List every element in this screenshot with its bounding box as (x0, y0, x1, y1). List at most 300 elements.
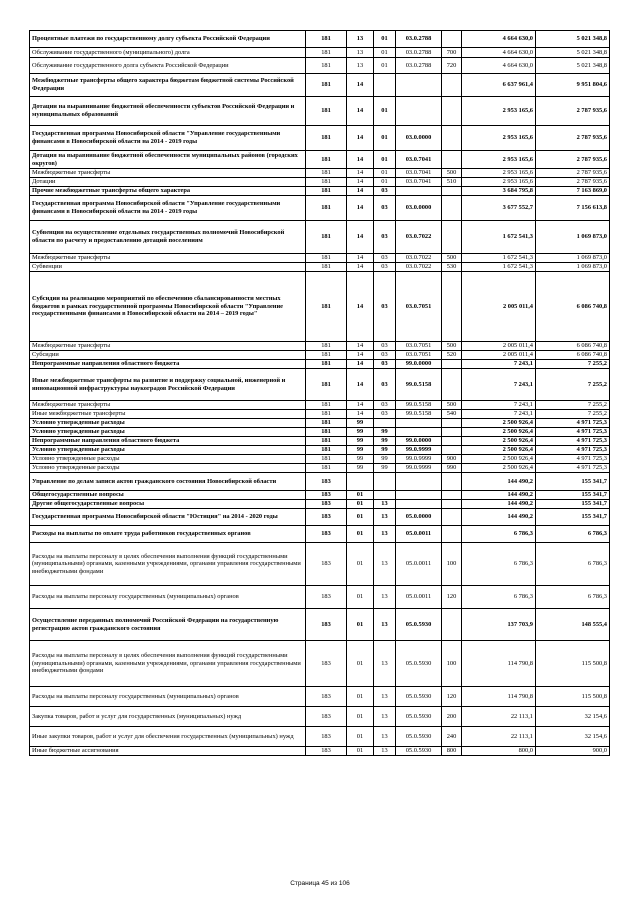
cell-subsection (374, 419, 396, 428)
cell-grbs: 181 (306, 419, 347, 428)
cell-name: Условно утвержденные расходы (30, 455, 306, 464)
cell-expense-type (442, 500, 462, 509)
cell-section: 14 (347, 272, 374, 342)
cell-expense-type (442, 419, 462, 428)
cell-target-article: 03.0.7051 (396, 272, 442, 342)
cell-expense-type (442, 473, 462, 491)
cell-subsection: 03 (374, 196, 396, 221)
cell-name: Государственная программа Новосибирской области "Управление государственными финансами в Новосибирской области на 2014 - 2019 годы (30, 126, 306, 151)
cell-section: 14 (347, 169, 374, 178)
cell-name: Обслуживание государственного долга субъекта Российской Федерации (30, 58, 306, 74)
cell-sum-year1: 144 490,2 (462, 473, 536, 491)
cell-name: Государственная программа Новосибирской области "Юстиция" на 2014 - 2020 годы (30, 509, 306, 526)
cell-sum-year1: 2 500 926,4 (462, 428, 536, 437)
cell-grbs: 183 (306, 586, 347, 609)
cell-subsection: 01 (374, 31, 396, 48)
cell-grbs: 181 (306, 360, 347, 369)
table-row (30, 500, 610, 509)
table-row (30, 74, 610, 97)
cell-section: 14 (347, 74, 374, 97)
cell-section: 14 (347, 401, 374, 410)
cell-subsection: 13 (374, 707, 396, 727)
cell-expense-type (442, 31, 462, 48)
cell-subsection (374, 473, 396, 491)
table-row (30, 178, 610, 187)
cell-target-article (396, 491, 442, 500)
cell-grbs: 183 (306, 543, 347, 586)
cell-expense-type: 200 (442, 707, 462, 727)
cell-subsection: 03 (374, 401, 396, 410)
cell-target-article: 99.0.0000 (396, 360, 442, 369)
cell-section: 01 (347, 641, 374, 687)
cell-sum-year2: 32 154,6 (536, 727, 610, 747)
cell-expense-type (442, 196, 462, 221)
cell-sum-year1: 144 490,2 (462, 509, 536, 526)
cell-expense-type (442, 428, 462, 437)
cell-subsection: 03 (374, 272, 396, 342)
cell-grbs: 181 (306, 178, 347, 187)
cell-section: 13 (347, 58, 374, 74)
table-row (30, 473, 610, 491)
cell-grbs: 181 (306, 437, 347, 446)
cell-subsection: 03 (374, 360, 396, 369)
cell-name: Условно утвержденные расходы (30, 428, 306, 437)
cell-sum-year2: 6 086 740,8 (536, 342, 610, 351)
cell-expense-type: 990 (442, 464, 462, 473)
cell-target-article: 03.0.0000 (396, 126, 442, 151)
cell-target-article: 05.0.5930 (396, 747, 442, 756)
cell-sum-year2: 9 951 804,6 (536, 74, 610, 97)
cell-name: Управление по делам записи актов гражданского состояния Новосибирской области (30, 473, 306, 491)
cell-sum-year1: 2 005 011,4 (462, 351, 536, 360)
cell-name: Осуществление переданных полномочий Российской Федерации на государственную регистрацию актов гражданского состояния (30, 609, 306, 641)
cell-subsection (374, 74, 396, 97)
cell-grbs: 181 (306, 369, 347, 401)
cell-grbs: 181 (306, 126, 347, 151)
cell-name: Межбюджетные трансферты общего характера бюджетам бюджетной системы Российской Федерации (30, 74, 306, 97)
cell-expense-type: 540 (442, 410, 462, 419)
cell-target-article: 99.0.9999 (396, 446, 442, 455)
cell-sum-year2: 5 021 348,8 (536, 58, 610, 74)
cell-sum-year1: 114 790,8 (462, 687, 536, 707)
cell-target-article: 03.0.7041 (396, 178, 442, 187)
table-row (30, 263, 610, 272)
cell-expense-type: 520 (442, 351, 462, 360)
cell-name: Закупка товаров, работ и услуг для государственных (муниципальных) нужд (30, 707, 306, 727)
cell-sum-year1: 22 113,1 (462, 727, 536, 747)
cell-section: 01 (347, 526, 374, 543)
cell-sum-year2: 5 021 348,8 (536, 31, 610, 48)
cell-section: 01 (347, 609, 374, 641)
cell-section: 14 (347, 97, 374, 126)
cell-grbs: 181 (306, 455, 347, 464)
cell-expense-type: 100 (442, 641, 462, 687)
cell-sum-year1: 6 786,3 (462, 586, 536, 609)
cell-expense-type: 720 (442, 58, 462, 74)
cell-expense-type: 240 (442, 727, 462, 747)
cell-section: 14 (347, 351, 374, 360)
cell-subsection: 03 (374, 187, 396, 196)
cell-sum-year2: 2 787 935,6 (536, 151, 610, 169)
cell-grbs: 183 (306, 509, 347, 526)
table-row (30, 342, 610, 351)
table-row (30, 428, 610, 437)
cell-sum-year2: 32 154,6 (536, 707, 610, 727)
cell-section: 99 (347, 455, 374, 464)
cell-section: 99 (347, 446, 374, 455)
cell-expense-type (442, 526, 462, 543)
cell-sum-year2: 7 156 613,8 (536, 196, 610, 221)
cell-name: Процентные платежи по государственному долгу субъекта Российской Федерации (30, 31, 306, 48)
cell-name: Дотации (30, 178, 306, 187)
cell-grbs: 183 (306, 609, 347, 641)
cell-grbs: 183 (306, 727, 347, 747)
cell-grbs: 181 (306, 428, 347, 437)
cell-sum-year2: 7 255,2 (536, 401, 610, 410)
table-row (30, 437, 610, 446)
cell-sum-year1: 7 243,1 (462, 369, 536, 401)
cell-subsection: 01 (374, 178, 396, 187)
cell-sum-year2: 4 971 725,3 (536, 419, 610, 428)
cell-sum-year2: 5 021 348,8 (536, 48, 610, 58)
cell-subsection: 13 (374, 500, 396, 509)
cell-sum-year1: 2 953 165,6 (462, 169, 536, 178)
cell-target-article: 05.0.0011 (396, 543, 442, 586)
cell-expense-type (442, 74, 462, 97)
cell-subsection: 03 (374, 221, 396, 254)
cell-sum-year1: 2 953 165,6 (462, 126, 536, 151)
cell-sum-year2: 4 971 725,3 (536, 437, 610, 446)
cell-sum-year2: 6 086 740,8 (536, 351, 610, 360)
cell-subsection: 13 (374, 586, 396, 609)
cell-sum-year1: 2 005 011,4 (462, 342, 536, 351)
cell-sum-year1: 800,0 (462, 747, 536, 756)
cell-name: Иные межбюджетные трансферты на развитие и поддержку социальной, инженерной и инновационной инфраструктуры наукоградов Российской Федерации (30, 369, 306, 401)
cell-expense-type (442, 272, 462, 342)
cell-section: 14 (347, 187, 374, 196)
table-row (30, 126, 610, 151)
cell-target-article: 05.0.0011 (396, 586, 442, 609)
table-row (30, 187, 610, 196)
cell-section: 99 (347, 464, 374, 473)
cell-section: 01 (347, 586, 374, 609)
cell-target-article: 99.0.0000 (396, 437, 442, 446)
cell-name: Расходы на выплаты персоналу в целях обеспечения выполнения функций государственными (муниципальными) органами, казенными учреждениями, органами управления государственными внебюджетными фондами (30, 641, 306, 687)
cell-name: Субвенции на осуществление отдельных государственных полномочий Новосибирской области по расчету и предоставлению дотаций поселениям (30, 221, 306, 254)
cell-sum-year1: 1 672 541,3 (462, 263, 536, 272)
cell-target-article: 03.0.2788 (396, 31, 442, 48)
cell-target-article: 05.0.5930 (396, 687, 442, 707)
table-row (30, 48, 610, 58)
table-row (30, 609, 610, 641)
cell-target-article: 05.0.0011 (396, 526, 442, 543)
cell-sum-year2: 4 971 725,3 (536, 464, 610, 473)
cell-sum-year2: 1 069 873,0 (536, 263, 610, 272)
cell-sum-year2: 148 555,4 (536, 609, 610, 641)
cell-name: Непрограммные направления областного бюджета (30, 360, 306, 369)
cell-section: 13 (347, 31, 374, 48)
cell-name: Субсидии на реализацию мероприятий по обеспечению сбалансированности местных бюджетов в рамках государственной программы Новосибирской области "Управление государственными финансами в Новосибирской области на 2014 – 2019 годы" (30, 272, 306, 342)
cell-subsection: 03 (374, 369, 396, 401)
cell-sum-year1: 2 500 926,4 (462, 464, 536, 473)
cell-name: Непрограммные направления областного бюджета (30, 437, 306, 446)
cell-sum-year2: 7 255,2 (536, 369, 610, 401)
cell-name: Иные бюджетные ассигнования (30, 747, 306, 756)
cell-grbs: 181 (306, 464, 347, 473)
cell-grbs: 181 (306, 272, 347, 342)
cell-sum-year1: 7 243,1 (462, 410, 536, 419)
cell-target-article: 99.0.9999 (396, 455, 442, 464)
cell-subsection (374, 491, 396, 500)
cell-name: Обслуживание государственного (муниципального) долга (30, 48, 306, 58)
cell-sum-year1: 7 243,1 (462, 401, 536, 410)
cell-section: 14 (347, 254, 374, 263)
table-row (30, 31, 610, 48)
cell-name: Субсидии (30, 351, 306, 360)
cell-sum-year1: 2 500 926,4 (462, 455, 536, 464)
cell-grbs: 181 (306, 169, 347, 178)
table-row (30, 97, 610, 126)
cell-section: 14 (347, 196, 374, 221)
cell-sum-year2: 4 971 725,3 (536, 455, 610, 464)
cell-expense-type (442, 369, 462, 401)
cell-sum-year1: 1 672 541,3 (462, 254, 536, 263)
cell-sum-year1: 144 490,2 (462, 491, 536, 500)
cell-subsection: 99 (374, 437, 396, 446)
cell-expense-type (442, 187, 462, 196)
cell-sum-year1: 1 672 541,3 (462, 221, 536, 254)
cell-name: Межбюджетные трансферты (30, 401, 306, 410)
table-row (30, 169, 610, 178)
cell-sum-year1: 4 664 630,0 (462, 48, 536, 58)
table-row (30, 526, 610, 543)
cell-name: Государственная программа Новосибирской области "Управление государственными финансами в Новосибирской области на 2014 - 2019 годы (30, 196, 306, 221)
table-row (30, 687, 610, 707)
cell-sum-year2: 2 787 935,6 (536, 97, 610, 126)
cell-sum-year2: 6 086 740,8 (536, 272, 610, 342)
cell-subsection: 13 (374, 509, 396, 526)
cell-grbs: 181 (306, 74, 347, 97)
cell-grbs: 183 (306, 526, 347, 543)
table-row (30, 747, 610, 756)
cell-section: 01 (347, 509, 374, 526)
cell-expense-type: 500 (442, 401, 462, 410)
table-row (30, 58, 610, 74)
table-row (30, 351, 610, 360)
cell-sum-year2: 2 787 935,6 (536, 178, 610, 187)
cell-section: 14 (347, 221, 374, 254)
table-row (30, 707, 610, 727)
cell-sum-year2: 6 786,3 (536, 543, 610, 586)
cell-sum-year2: 7 255,2 (536, 360, 610, 369)
cell-sum-year1: 6 637 961,4 (462, 74, 536, 97)
cell-subsection: 99 (374, 464, 396, 473)
cell-grbs: 181 (306, 410, 347, 419)
cell-grbs: 181 (306, 401, 347, 410)
cell-grbs: 183 (306, 500, 347, 509)
cell-sum-year2: 6 786,3 (536, 586, 610, 609)
cell-target-article (396, 187, 442, 196)
cell-grbs: 181 (306, 263, 347, 272)
cell-grbs: 181 (306, 31, 347, 48)
cell-target-article: 03.0.2788 (396, 48, 442, 58)
cell-target-article (396, 473, 442, 491)
table-row (30, 727, 610, 747)
cell-sum-year1: 114 790,8 (462, 641, 536, 687)
cell-sum-year1: 2 500 926,4 (462, 437, 536, 446)
cell-target-article: 03.0.7041 (396, 151, 442, 169)
cell-target-article: 99.0.5158 (396, 369, 442, 401)
table-row (30, 272, 610, 342)
cell-target-article: 03.0.7051 (396, 342, 442, 351)
cell-expense-type: 500 (442, 254, 462, 263)
cell-subsection: 99 (374, 455, 396, 464)
cell-target-article: 05.0.0000 (396, 509, 442, 526)
cell-subsection: 01 (374, 126, 396, 151)
cell-grbs: 181 (306, 254, 347, 263)
cell-sum-year2: 155 341,7 (536, 491, 610, 500)
cell-subsection: 01 (374, 151, 396, 169)
cell-sum-year2: 2 787 935,6 (536, 126, 610, 151)
cell-grbs: 181 (306, 351, 347, 360)
cell-name: Расходы на выплаты персоналу государственных (муниципальных) органов (30, 687, 306, 707)
cell-sum-year2: 115 500,8 (536, 641, 610, 687)
cell-section: 01 (347, 491, 374, 500)
table-row (30, 360, 610, 369)
cell-name: Межбюджетные трансферты (30, 342, 306, 351)
cell-grbs: 183 (306, 491, 347, 500)
cell-name: Расходы на выплаты персоналу в целях обеспечения выполнения функций государственными (муниципальными) органами, казенными учреждениями, органами управления государственными внебюджетными фондами (30, 543, 306, 586)
cell-name: Дотация на выравнивание бюджетной обеспеченности муниципальных районов (городских округов) (30, 151, 306, 169)
cell-name: Дотации на выравнивание бюджетной обеспеченности субъектов Российской Федерации и муниципальных образований (30, 97, 306, 126)
table-row (30, 491, 610, 500)
cell-name: Субвенции (30, 263, 306, 272)
table-row (30, 586, 610, 609)
cell-subsection: 03 (374, 342, 396, 351)
cell-subsection: 13 (374, 727, 396, 747)
cell-sum-year1: 2 953 165,6 (462, 178, 536, 187)
cell-expense-type: 900 (442, 455, 462, 464)
table-row (30, 419, 610, 428)
cell-section: 01 (347, 500, 374, 509)
cell-target-article: 03.0.7051 (396, 351, 442, 360)
cell-name: Иные межбюджетные трансферты (30, 410, 306, 419)
cell-section: 99 (347, 419, 374, 428)
cell-name: Условно утвержденные расходы (30, 446, 306, 455)
cell-subsection: 03 (374, 263, 396, 272)
cell-grbs: 181 (306, 48, 347, 58)
cell-grbs: 183 (306, 707, 347, 727)
table-row (30, 221, 610, 254)
cell-section: 14 (347, 342, 374, 351)
cell-expense-type: 120 (442, 586, 462, 609)
cell-sum-year1: 2 500 926,4 (462, 419, 536, 428)
cell-expense-type: 500 (442, 342, 462, 351)
cell-name: Межбюджетные трансферты (30, 169, 306, 178)
cell-sum-year2: 155 341,7 (536, 473, 610, 491)
cell-target-article: 05.0.5930 (396, 609, 442, 641)
cell-target-article: 05.0.5930 (396, 641, 442, 687)
cell-expense-type (442, 491, 462, 500)
cell-sum-year1: 3 677 552,7 (462, 196, 536, 221)
cell-expense-type: 800 (442, 747, 462, 756)
cell-sum-year2: 2 787 935,6 (536, 169, 610, 178)
cell-expense-type (442, 446, 462, 455)
cell-sum-year1: 2 005 011,4 (462, 272, 536, 342)
cell-target-article (396, 74, 442, 97)
cell-sum-year1: 7 243,1 (462, 360, 536, 369)
cell-expense-type (442, 151, 462, 169)
cell-subsection: 01 (374, 58, 396, 74)
table-row (30, 369, 610, 401)
cell-target-article: 03.0.7022 (396, 254, 442, 263)
cell-name: Расходы на выплаты по оплате труда работников государственных органов (30, 526, 306, 543)
cell-sum-year1: 144 490,2 (462, 500, 536, 509)
cell-expense-type: 510 (442, 178, 462, 187)
cell-subsection: 01 (374, 169, 396, 178)
table-row (30, 401, 610, 410)
cell-section: 14 (347, 360, 374, 369)
cell-sum-year1: 6 786,3 (462, 543, 536, 586)
cell-subsection: 13 (374, 543, 396, 586)
cell-sum-year2: 4 971 725,3 (536, 428, 610, 437)
cell-sum-year1: 4 664 630,0 (462, 58, 536, 74)
table-row (30, 446, 610, 455)
cell-section: 01 (347, 747, 374, 756)
cell-section: 14 (347, 178, 374, 187)
cell-expense-type (442, 221, 462, 254)
cell-target-article: 03.0.2788 (396, 58, 442, 74)
cell-grbs: 181 (306, 196, 347, 221)
cell-subsection: 99 (374, 428, 396, 437)
cell-section: 14 (347, 369, 374, 401)
cell-section: 14 (347, 151, 374, 169)
budget-table-body (30, 31, 610, 756)
table-row (30, 543, 610, 586)
cell-expense-type: 120 (442, 687, 462, 707)
cell-subsection: 13 (374, 609, 396, 641)
cell-subsection: 99 (374, 446, 396, 455)
cell-section: 99 (347, 428, 374, 437)
cell-expense-type (442, 509, 462, 526)
cell-sum-year2: 7 163 869,0 (536, 187, 610, 196)
table-row (30, 151, 610, 169)
table-row (30, 509, 610, 526)
cell-name: Прочие межбюджетные трансферты общего характера (30, 187, 306, 196)
cell-expense-type: 530 (442, 263, 462, 272)
cell-expense-type (442, 97, 462, 126)
cell-target-article: 05.0.5930 (396, 727, 442, 747)
cell-target-article: 03.0.0000 (396, 196, 442, 221)
cell-sum-year2: 1 069 873,0 (536, 221, 610, 254)
cell-target-article: 99.0.9999 (396, 464, 442, 473)
cell-subsection: 03 (374, 254, 396, 263)
cell-target-article (396, 97, 442, 126)
cell-name: Другие общегосударственные вопросы (30, 500, 306, 509)
cell-expense-type (442, 126, 462, 151)
cell-sum-year2: 1 069 873,0 (536, 254, 610, 263)
cell-grbs: 181 (306, 446, 347, 455)
cell-name: Условно утвержденные расходы (30, 419, 306, 428)
cell-grbs: 181 (306, 58, 347, 74)
cell-section: 14 (347, 263, 374, 272)
cell-section: 01 (347, 707, 374, 727)
cell-grbs: 181 (306, 221, 347, 254)
cell-target-article (396, 500, 442, 509)
cell-section: 99 (347, 437, 374, 446)
cell-name: Межбюджетные трансферты (30, 254, 306, 263)
cell-section: 14 (347, 410, 374, 419)
